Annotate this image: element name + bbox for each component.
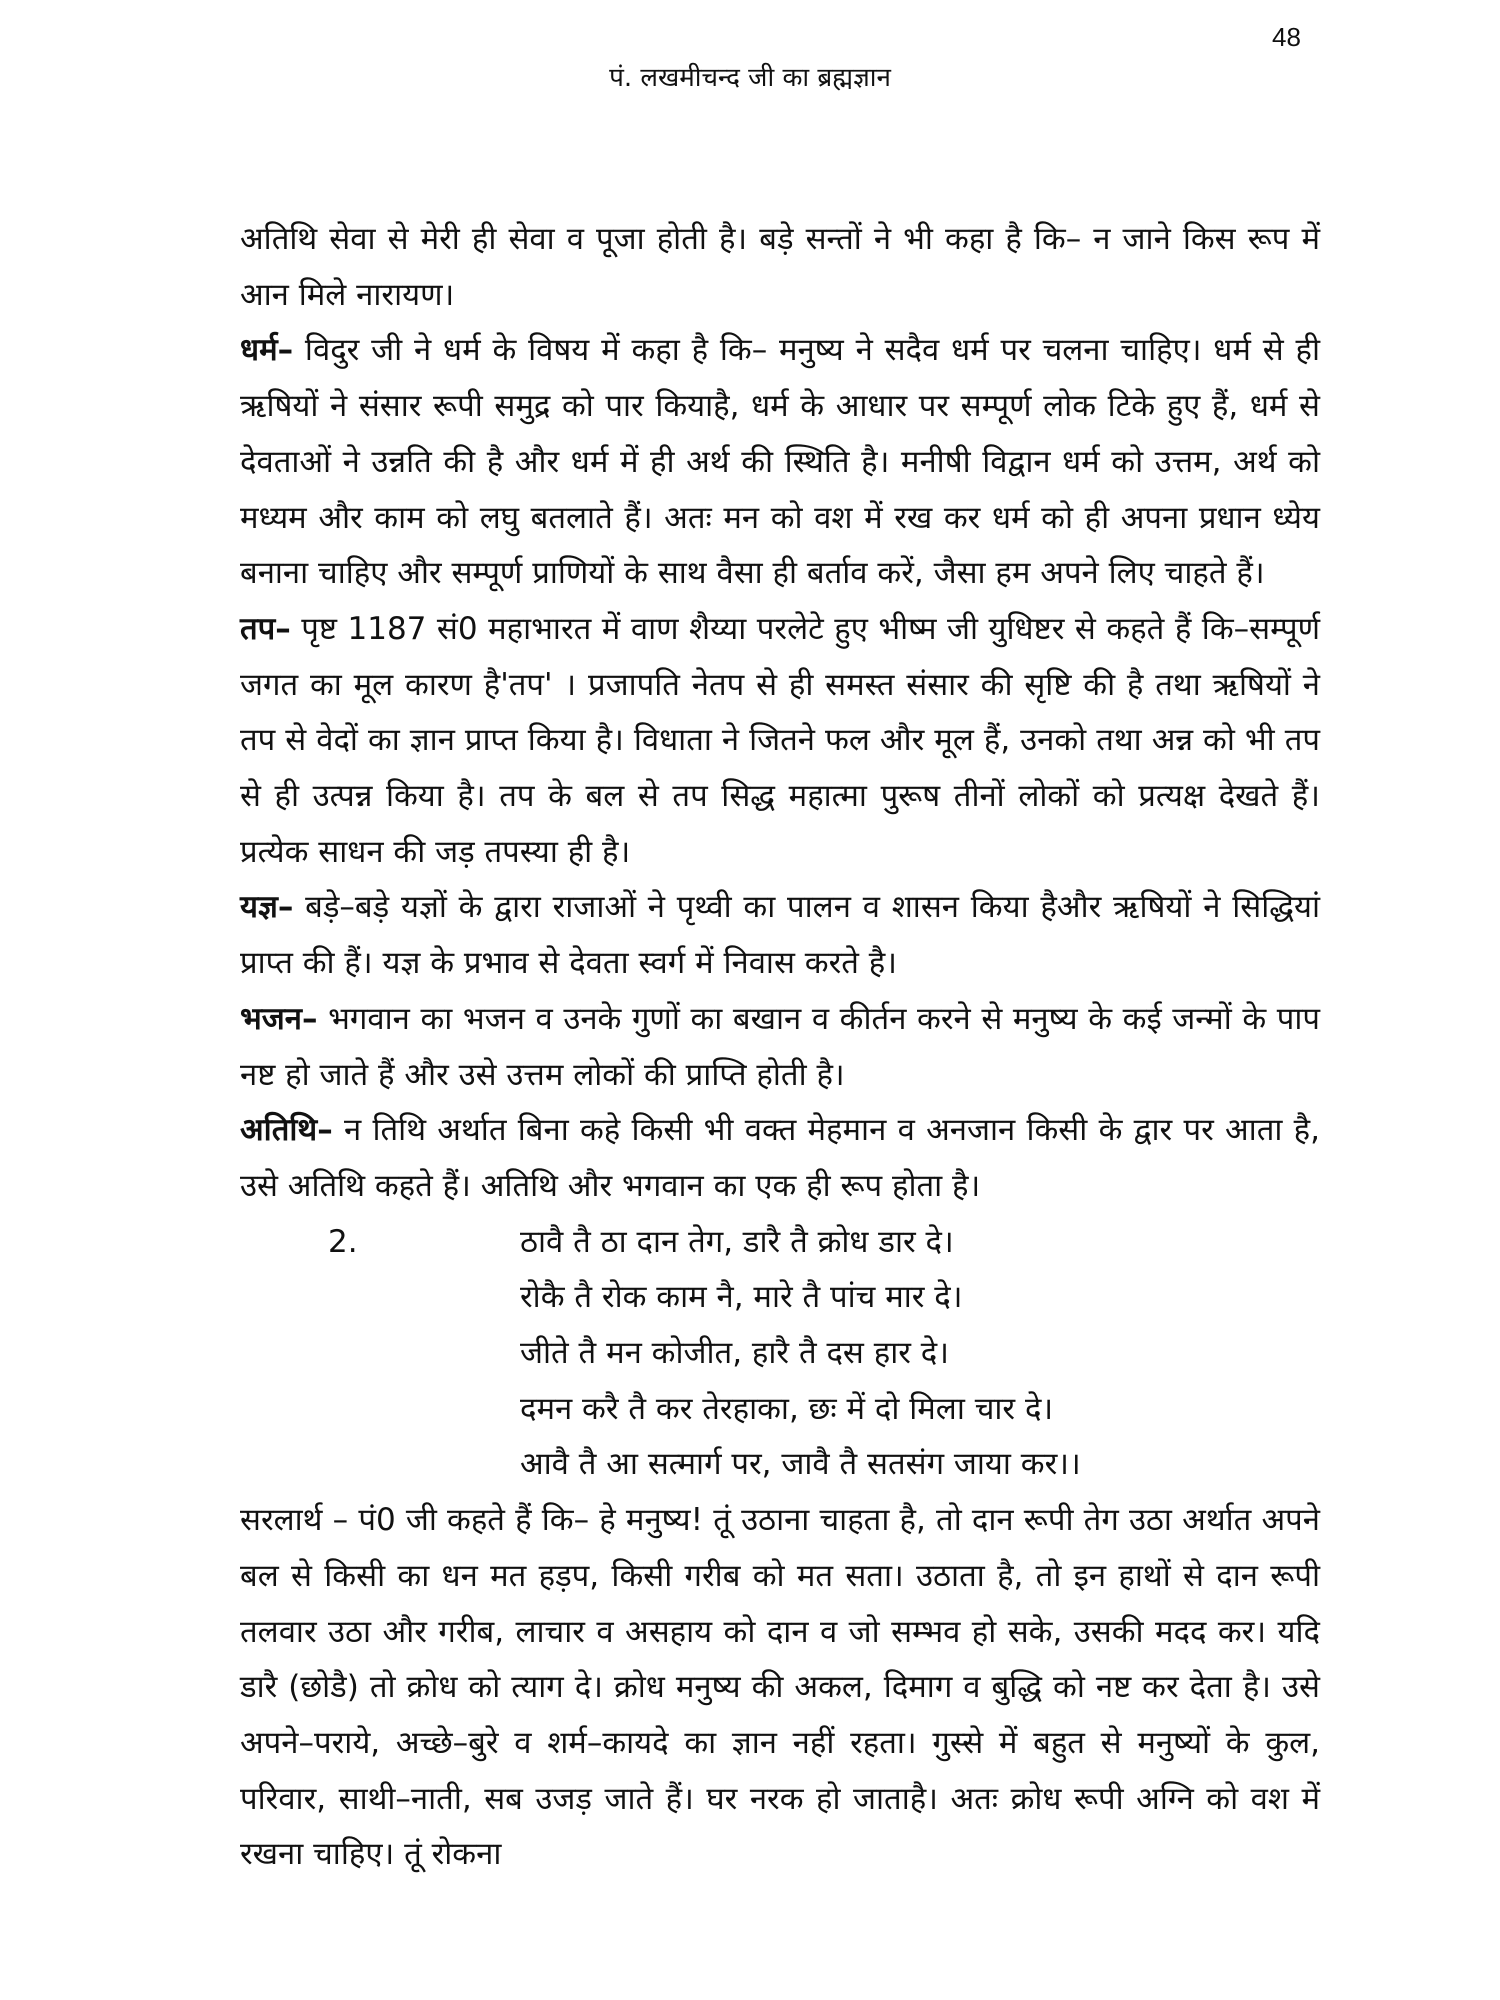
section-term: तप– [240,610,291,647]
section-dharma [240,323,1320,602]
section-term: भजन– [240,1000,318,1037]
intro-paragraph: अतिथि सेवा से मेरी ही सेवा व पूजा होती है। बड़े सन्तों ने भी कहा है कि– न जाने किस रूप में आन मिले नारायण। [240,221,1320,313]
section-tap [240,602,1320,881]
section-yagya [240,880,1320,991]
running-header: पं. लखमीचन्द जी का ब्रह्मज्ञान [609,63,891,93]
section-text: बड़े–बड़े यज्ञों के द्वारा राजाओं ने पृथ्वी का पालन व शासन किया हैऔर ऋषियों ने सिद्धियां प्राप्त की हैं। यज्ञ के प्रभाव से देवता स्वर्ग में निवास करते है। [240,889,1320,982]
section-text: पृष्ट 1187 सं0 महाभारत में वाण शैय्या परलेटे हुए भीष्म जी युधिष्टर से कहते हैं कि–सम्पूर्ण जगत का मूल कारण है'तप' । प्रजापति नेतप से ही समस्त संसार की सृष्टि की है तथा ऋषियों ने तप से वेदों का ज्ञान प्राप्त किया है। विधाता ने जितने फल और मूल हैं, उनको तथा अन्न को भी तप से ही उत्पन्न किया है। तप के बल से तप सिद्ध महात्मा पुरूष तीनों लोकों को प्रत्यक्ष देखते हैं। प्रत्येक साधन की जड़ तपस्या ही है। [240,610,1320,870]
verse-line: ठावै तै ठा दान तेग, डारै तै क्रोध डार दे। [520,1223,954,1260]
verse-number: 2. [328,1223,358,1260]
commentary-text: पं0 जी कहते हैं कि– हे मनुष्य! तूं उठाना चाहता है, तो दान रूपी तेग उठा अर्थात अपने बल से किसी का धन मत हड़प, किसी गरीब को मत सता। उठाता है, तो इन हाथों से दान रूपी तलवार उठा और गरीब, लाचार व असहाय को दान व जो सम्भव हो सके, उसकी मदद कर। यदि डारै (छोडै) तो क्रोध को त्याग दे। क्रोध मनुष्य की अकल, दिमाग व बुद्धि को नष्ट कर देता है। उसे अपने–पराये, अच्छे–बुरे व शर्म–कायदे का ज्ञान नहीं रहता। गुस्से में बहुत से मनुष्यों के कुल, परिवार, साथी–नाती, सब उजड़ जाते हैं। घर नरक हो जाताहै। अतः क्रोध रूपी अग्नि को वश में रखना चाहिए। तूं रोकना [240,1502,1320,1873]
section-term: अतिथि– [240,1112,333,1149]
section-text: न तिथि अर्थात बिना कहे किसी भी वक्त मेहमान व अनजान किसी के द्वार पर आता है, उसे अतिथि कहते हैं। अतिथि और भगवान का एक ही रूप होता है। [240,1112,1320,1204]
page-body [240,212,1320,1883]
page-number: 48 [1272,22,1301,52]
verse-line: दमन करै तै कर तेरहाका, छः में दो मिला चार दे। [520,1390,1054,1427]
commentary-label: सरलार्थ – [240,1502,349,1539]
verse-block [240,1215,1320,1494]
section-term: यज्ञ– [240,889,294,926]
section-term: धर्म– [240,332,294,369]
section-text: विदुर जी ने धर्म के विषय में कहा है कि– मनुष्य ने सदैव धर्म पर चलना चाहिए। धर्म से ही ऋषियों ने संसार रूपी समुद्र को पार कियाहै, धर्म के आधार पर सम्पूर्ण लोक टिके हुए हैं, धर्म से देवताओं ने उन्नति की है और धर्म में ही अर्थ की स्थिति है। मनीषी विद्वान धर्म को उत्तम, अर्थ को मध्यम और काम को लघु बतलाते हैं। अतः मन को वश में रख कर धर्म को ही अपना प्रधान ध्येय बनाना चाहिए और सम्पूर्ण प्राणियों के साथ वैसा ही बर्ताव करें, जैसा हम अपने लिए चाहते हैं। [240,332,1320,592]
verse-line: रोकै तै रोक काम नै, मारे तै पांच मार दे। [520,1279,963,1316]
section-atithi [240,1103,1320,1214]
section-bhajan [240,992,1320,1103]
section-text: भगवान का भजन व उनके गुणों का बखान व कीर्तन करने से मनुष्य के कई जन्मों के पाप नष्ट हो जाते हैं और उसे उत्तम लोकों की प्राप्ति होती है। [240,1000,1320,1093]
verse-line: जीते तै मन कोजीत, हारै तै दस हार दे। [520,1335,949,1372]
verse-line: आवै तै आ सत्मार्ग पर, जावै तै सतसंग जाया कर।। [520,1446,1081,1483]
commentary-paragraph [240,1493,1320,1883]
